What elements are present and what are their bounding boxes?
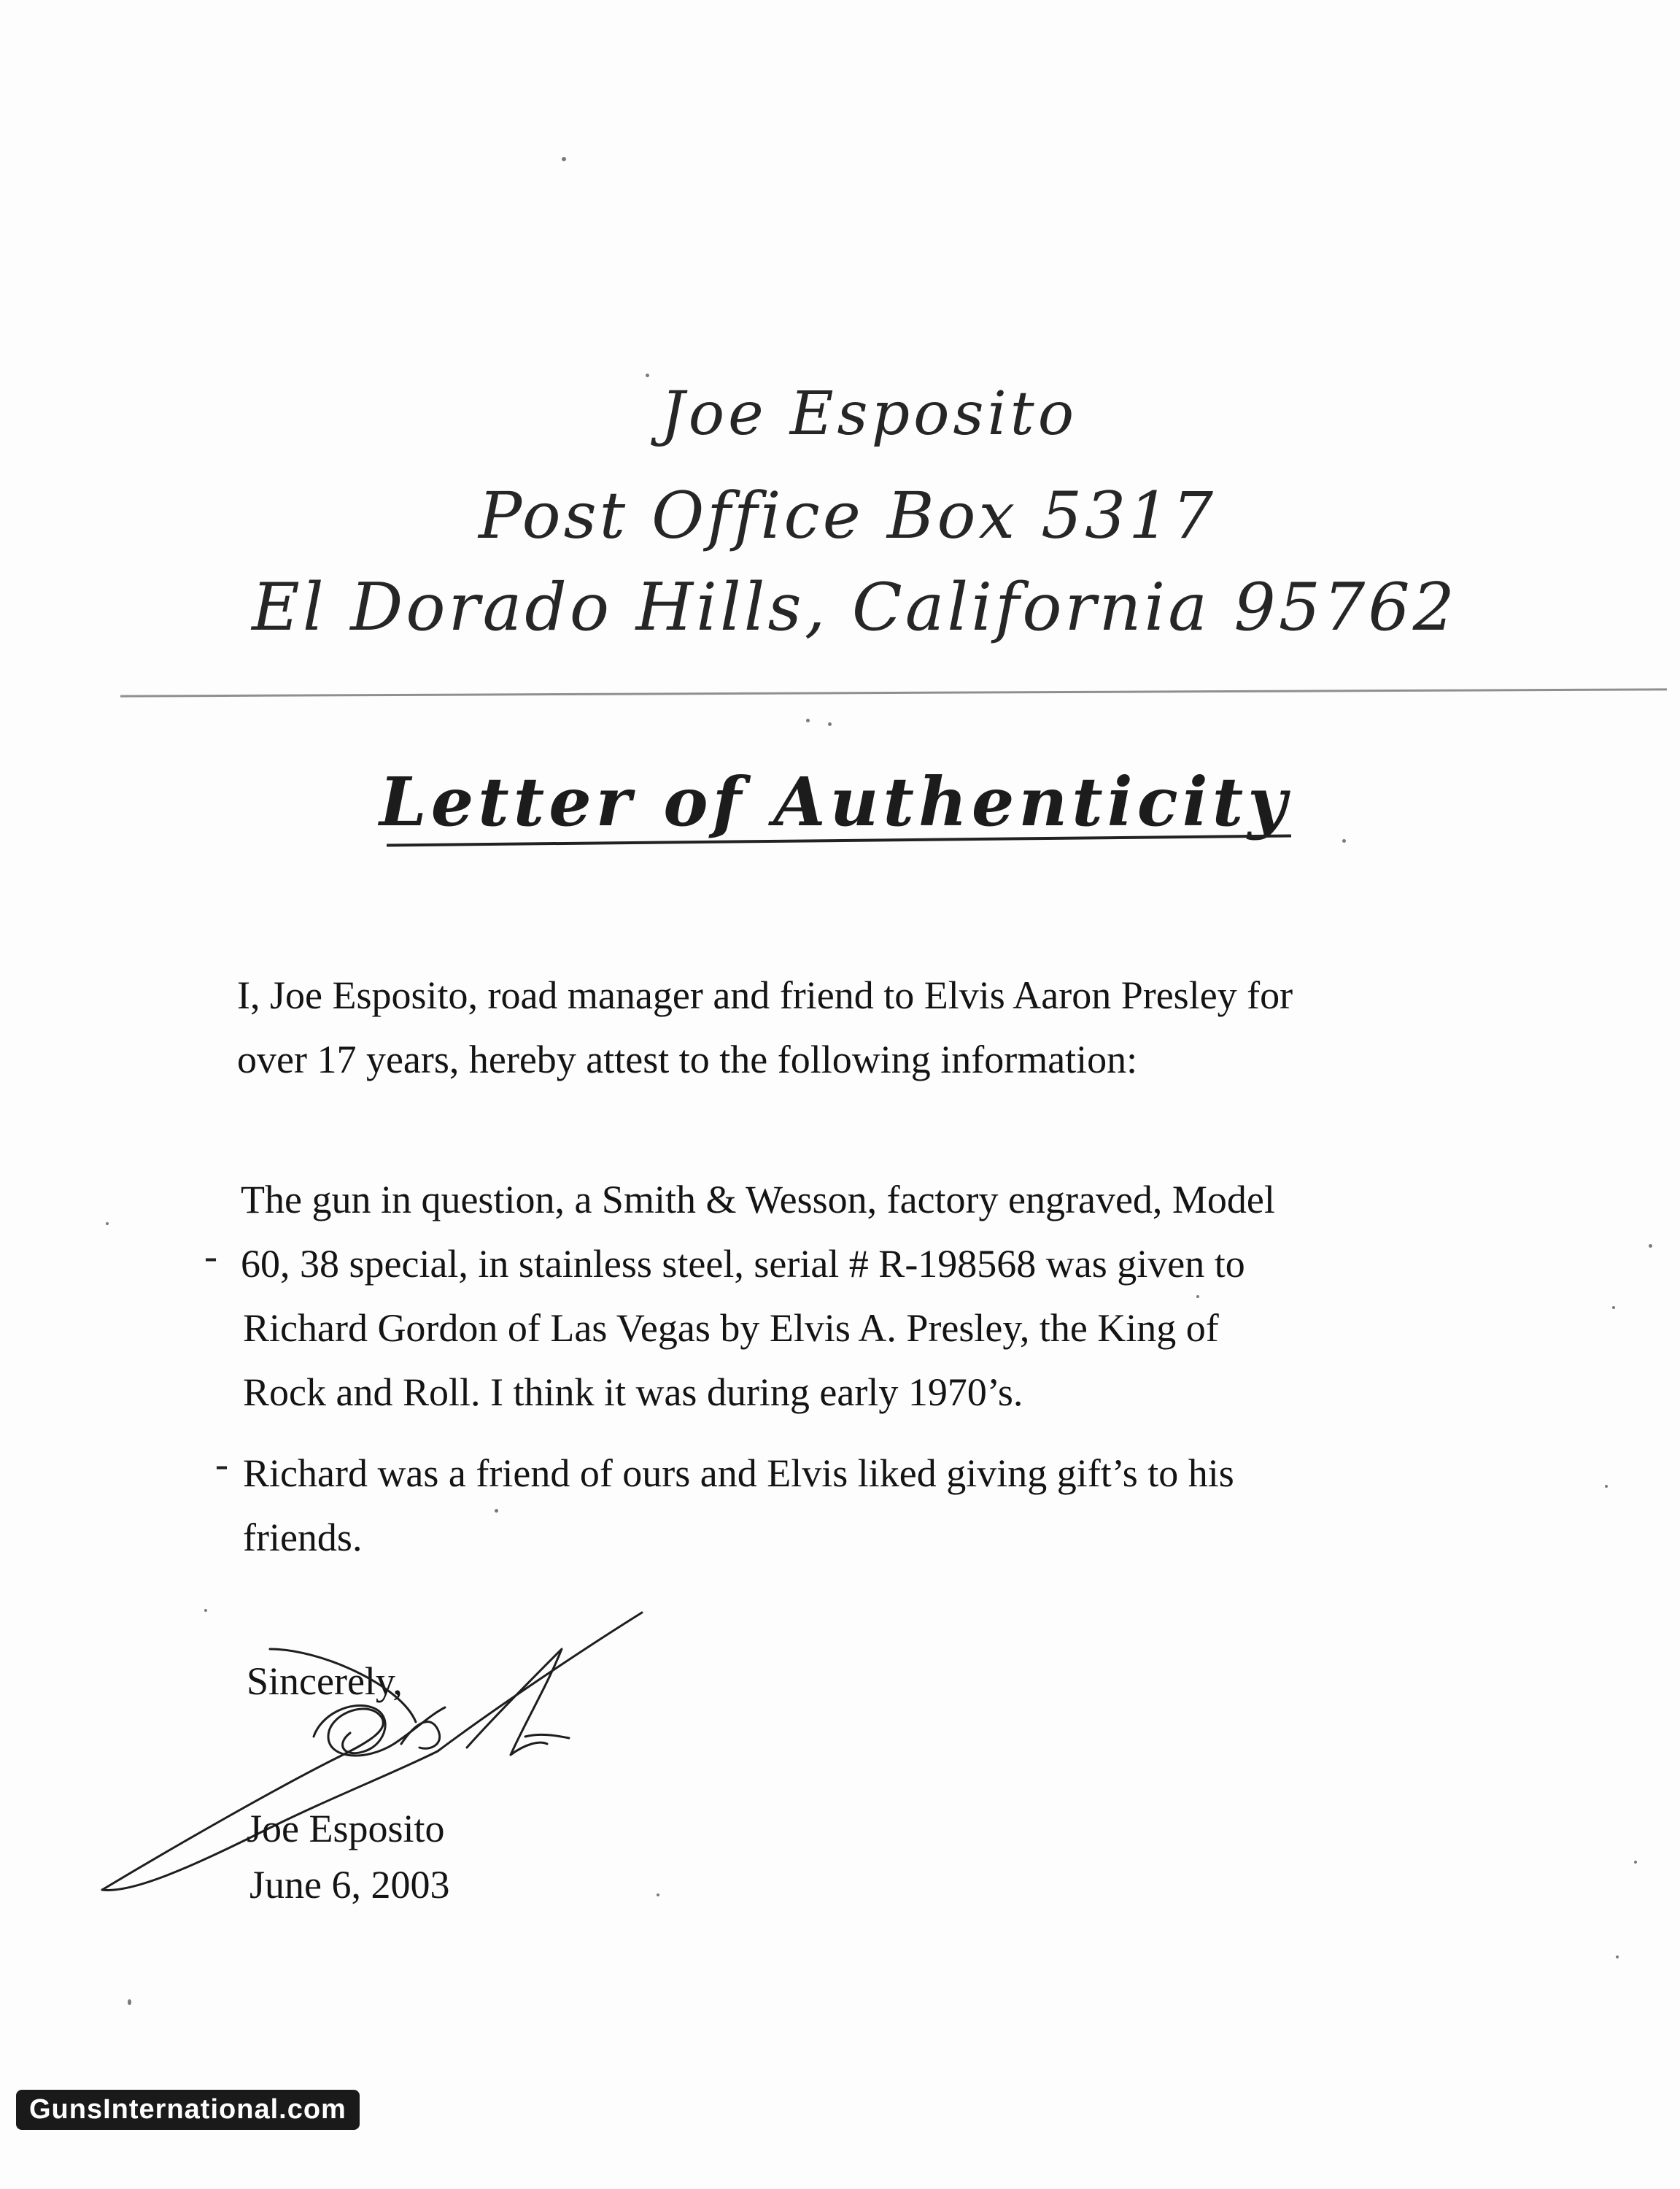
- signer-name: Joe Esposito: [247, 1807, 445, 1850]
- closing: Sincerely,: [247, 1659, 403, 1703]
- paragraph-2-line-1: The gun in question, a Smith & Wesson, factory engraved, Model: [241, 1178, 1275, 1221]
- margin-mark: -: [204, 1234, 217, 1278]
- letterhead-city: El Dorado Hills, California 95762: [252, 569, 1458, 646]
- paragraph-3-line-1: Richard was a friend of ours and Elvis liked giving gift’s to his: [243, 1451, 1234, 1495]
- paragraph-1-line-2: over 17 years, hereby attest to the following information:: [237, 1038, 1138, 1081]
- margin-mark: -: [215, 1442, 228, 1486]
- paragraph-2-line-2: 60, 38 special, in stainless steel, serial # R-198568 was given to: [241, 1242, 1245, 1286]
- paragraph-1-line-1: I, Joe Esposito, road manager and friend to Elvis Aaron Presley for: [237, 973, 1293, 1017]
- letterhead-divider: [120, 688, 1667, 697]
- paragraph-3-line-2: friends.: [243, 1516, 363, 1559]
- document-heading: Letter of Authenticity: [379, 763, 1291, 841]
- paragraph-2-line-3: Richard Gordon of Las Vegas by Elvis A. Presley, the King of: [243, 1306, 1219, 1350]
- letterhead-name: Joe Esposito: [660, 379, 1078, 449]
- letter-date: June 6, 2003: [249, 1863, 450, 1907]
- letterhead-address: Post Office Box 5317: [478, 478, 1217, 553]
- paragraph-2-line-4: Rock and Roll. I think it was during early 1970’s.: [243, 1370, 1023, 1414]
- site-watermark: GunsInternational.com: [16, 2090, 360, 2130]
